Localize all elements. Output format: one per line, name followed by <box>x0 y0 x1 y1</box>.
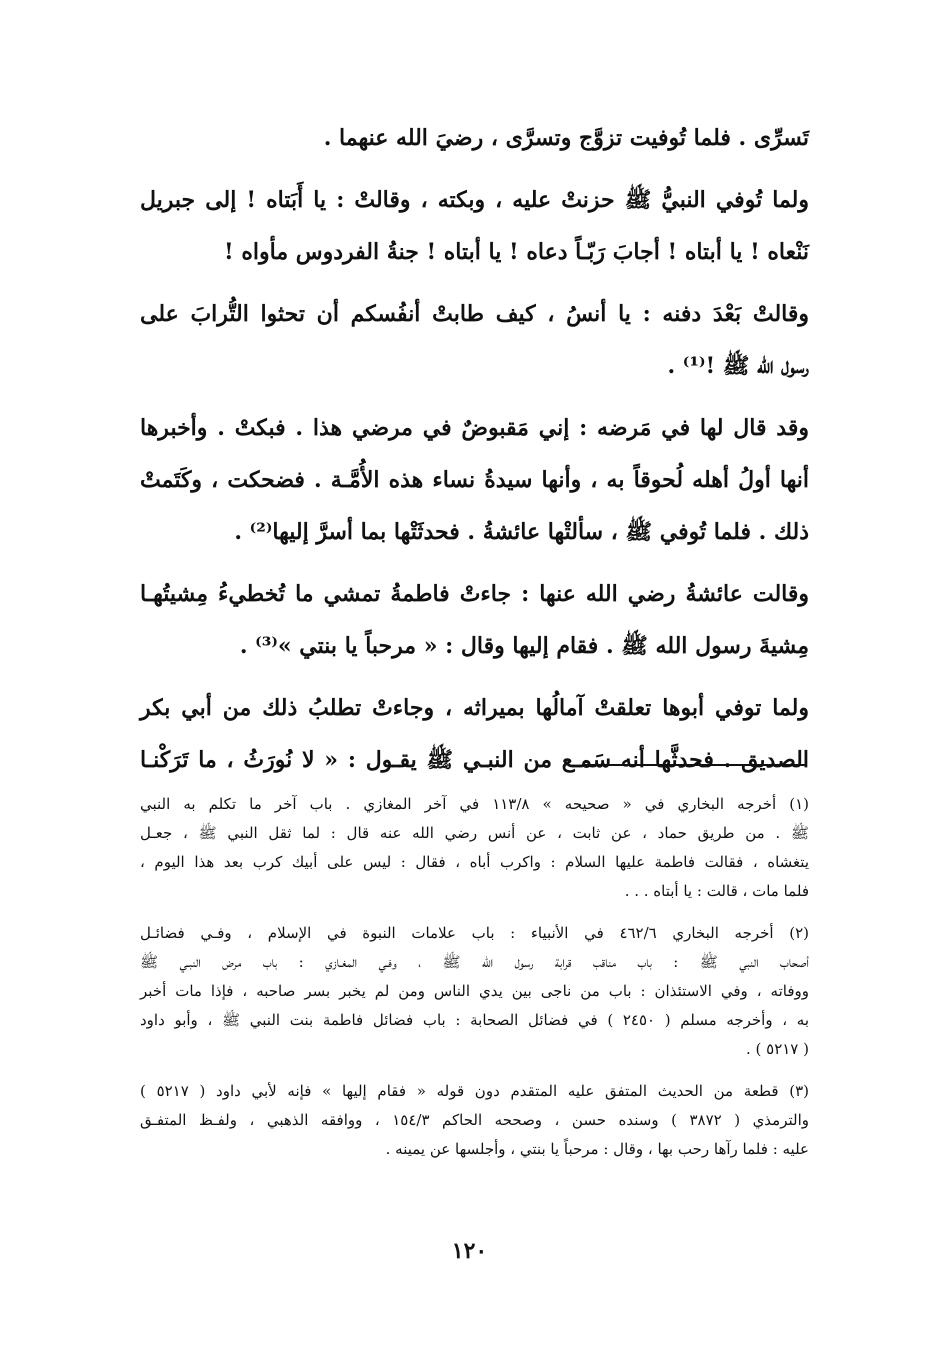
footnote-line: فلما مات ، قالت : يا أبتاه . . . <box>624 882 809 900</box>
text-line: ولما توفي أبوها تعلقتْ آمالُها بميراثه ، وجاءتْ تطلبُ ذلك من أبي بكر <box>140 695 809 721</box>
footnote-line: (١) أخرجه البخاري في « صحيحه » ١١٣/٨ في آخر المغازي . باب آخر ما تكلم به النبي <box>140 795 809 813</box>
text-line: أنها أولُ أهله لُحوقاً به ، وأنها سيدةُ نساء هذه الأُمَّـة . فضحكت ، وكَتَمتْ <box>140 467 809 493</box>
footnote-2 <box>140 919 809 1064</box>
footnote-line: (٣) قطعة من الحديث المتفق عليه المتقدم دون قوله « فقام إليها » فإنه لأبي داود ( ٥٢١٧ ) <box>140 1082 809 1100</box>
paragraph-5 <box>140 568 809 672</box>
text-line: رسول الله ﷺ !⁽¹⁾ . <box>667 353 809 379</box>
paragraph-4 <box>140 402 809 558</box>
footnote-line: ( ٥٢١٧ ) . <box>745 1040 809 1058</box>
footnote-line: يتغشاه ، فقالت فاطمة عليها السلام : واكرب أباه ، فقال : ليس على أبيك كرب بعد هذا اليوم ، <box>140 853 809 871</box>
footnotes <box>140 790 809 1177</box>
text-line: الصديق . فحدثَّها أنه سَمـع من النبـي ﷺ يقـول : « لا نُورَثُ ، ما تَرَكْنـا <box>140 747 809 773</box>
text-line: تَسرِّى . فلما تُوفيت تزوَّج وتسرَّى ، رضيَ الله عنهما . <box>323 125 809 151</box>
footnote-line: والترمذي ( ٣٨٧٢ ) وسنده حسن ، وصححه الحاكم ١٥٤/٣ ، ووافقه الذهبي ، ولفـظ المتفـق <box>140 1111 809 1129</box>
footnote-line: ﷺ . من طريق حماد ، عن ثابت ، عن أنس رضي الله عنه قال : لما ثقل النبي ﷺ ، جعـل <box>140 824 809 842</box>
main-text <box>140 112 809 796</box>
footnote-line: (٢) أخرجه البخاري ٤٦٢/٦ في الأنبياء : باب علامات النبوة في الإسلام ، وفـي فضائـل <box>140 924 809 942</box>
text-line: ذلك . فلما تُوفي ﷺ ، سألتْها عائشةُ . فحدثَتْها بما أسرَّ إليها⁽²⁾ . <box>234 519 809 545</box>
footnote-line: ووفاته ، وفي الاستئذان : باب من ناجى بين يدي الناس ومن لم يخبر بسر صاحبه ، فإذا مات أخبر <box>140 982 809 1000</box>
text-line: مِشيةَ رسول الله ﷺ . فقام إليها وقال : « مرحباً يا بنتي »⁽³⁾ . <box>239 633 809 659</box>
text-line: ولما تُوفي النبيُّ ﷺ حزنتْ عليه ، وبكته ، وقالتْ : يا أَبَتاه ! إلى جبريل <box>140 187 809 213</box>
page-number: ١٢٠ <box>451 1238 488 1264</box>
text-line: وقد قال لها في مَرضه : إني مَقبوضٌ في مرضي هذا . فبكتْ . وأخبرها <box>140 415 809 441</box>
paragraph-6 <box>140 682 809 786</box>
footnote-1 <box>140 790 809 906</box>
text-line: وقالت عائشةُ رضي الله عنها : جاءتْ فاطمةُ تمشي ما تُخطيءُ مِشيتُهـا <box>140 581 809 607</box>
footnote-divider <box>583 764 807 766</box>
paragraph-1 <box>140 112 809 164</box>
footnote-line: أصحاب النبي ﷺ : باب مناقب قرابة رسول الله ﷺ ، وفـي المغـازي : باب مرض النبـي ﷺ <box>140 953 809 971</box>
text-line: نَنْعاه ! يا أبتاه ! أجابَ رَبّـاً دعاه ! يا أبتاه ! جنةُ الفردوس مأواه ! <box>224 239 809 265</box>
text-line: وقالتْ بَعْدَ دفنه : يا أنسُ ، كيف طابتْ أنفُسكم أن تحثوا التُّرابَ على <box>140 301 809 327</box>
paragraph-3 <box>140 288 809 392</box>
footnote-3 <box>140 1077 809 1164</box>
footnote-line: عليه : فلما رآها رحب بها ، وقال : مرحباً يا بنتي ، وأجلسها عن يمينه . <box>385 1140 809 1158</box>
footnote-line: به ، وأخرجه مسلم ( ٢٤٥٠ ) في فضائل الصحابة : باب فضائل فاطمة بنت النبي ﷺ ، وأبو داود <box>140 1011 809 1029</box>
paragraph-2 <box>140 174 809 278</box>
